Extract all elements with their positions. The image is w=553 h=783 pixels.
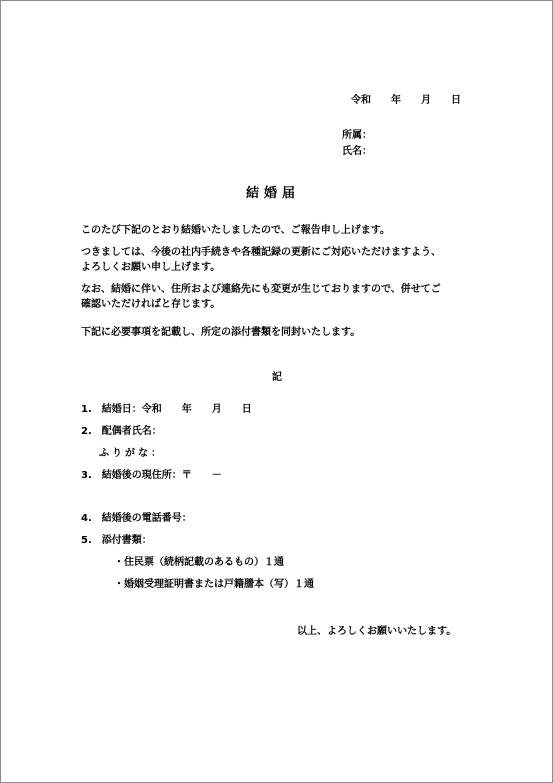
item-marriage-date: 1. 結婚日：令和 年 月 日 [81,404,252,415]
closing-line: 以上、よろしくお願いいたします。 [297,626,457,637]
item-spouse-name: 2. 配偶者氏名： [81,426,162,437]
attachment-2: ・婚姻受理証明書または戸籍謄本（写）１通 [114,579,314,590]
item-phone: 4. 結婚後の電話番号： [81,513,192,524]
item-address: 3. 結婚後の現住所：〒 － [81,470,222,481]
name-label: 氏名： [342,146,372,157]
date-line: 令和 年 月 日 [351,95,461,106]
body-paragraph-2-line-2: よろしくお願い申し上げます。 [81,262,221,273]
affiliation-label: 所属： [342,130,372,141]
body-paragraph-2-line-1: つきましては、今後の社内手続きや各種記録の更新にご対応いただけますよう、 [81,247,441,258]
body-paragraph-3-line-2: 確認いただければと存じます。 [81,299,221,310]
item-furigana: ふりがな： [99,448,164,459]
body-paragraph-3-line-1: なお、結婚に伴い、住所および連絡先にも変更が生じておりますので、併せてご [81,284,441,295]
document-title: 結婚届 [246,186,301,201]
attachment-1: ・住民票（続柄記載のあるもの）１通 [114,557,284,568]
body-paragraph-1: このたび下記のとおり結婚いたしましたので、ご報告申し上げます。 [81,225,390,236]
body-paragraph-4: 下記に必要事項を記載し、所定の添付書類を同封いたします。 [81,327,361,338]
ki-heading: 記 [272,372,282,383]
item-attachments: 5. 添付書類： [81,535,152,546]
